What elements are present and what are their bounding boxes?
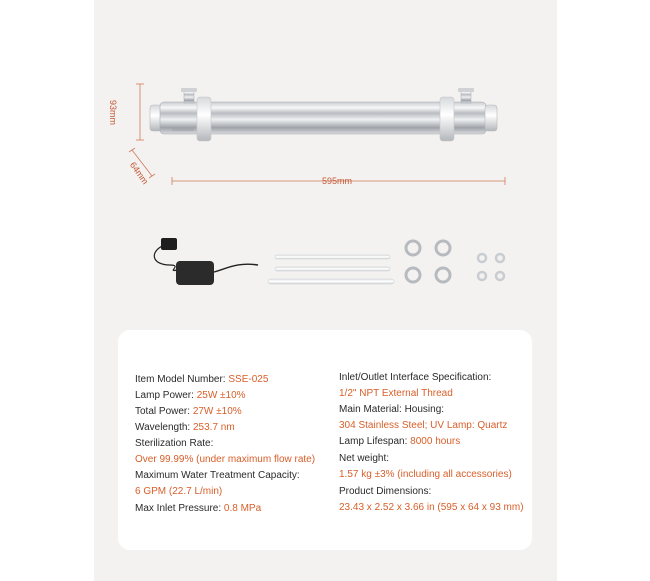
spec-max-capacity-label: Maximum Water Treatment Capacity: [135,470,300,481]
spec-wavelength: Wavelength: 253.7 nm [135,422,235,433]
spec-net-weight-label: Net weight: [339,453,390,464]
spec-main-material-value: 304 Stainless Steel; UV Lamp: Quartz [339,420,508,431]
uv-lamps [268,255,394,284]
length-dimension-label: 595mm [322,176,353,186]
height-dimension-label: 93mm [108,100,118,126]
o-rings [478,254,504,280]
uv-sterilizer-body [150,88,497,141]
spec-total-power: Total Power: 27W ±10% [135,406,242,417]
spec-sterilization-rate-value: Over 99.99% (under maximum flow rate) [135,454,316,465]
spec-interface-value: 1/2" NPT External Thread [339,388,453,399]
pipe-clamps [406,241,450,282]
spec-max-inlet-pressure: Max Inlet Pressure: 0.8 MPa [135,503,262,514]
ballast-power-supply [154,238,258,285]
spec-lamp-lifespan: Lamp Lifespan: 8000 hours [339,436,461,447]
spec-item-model: Item Model Number: SSE-025 [135,374,269,385]
spec-interface-label: Inlet/Outlet Interface Specification: [339,372,492,383]
spec-max-capacity-value: 6 GPM (22.7 L/min) [135,486,223,497]
diameter-dimension-label: 64mm [127,160,151,187]
spec-main-material-label: Main Material: Housing: [339,404,445,415]
spec-product-dimensions-value: 23.43 x 2.52 x 3.66 in (595 x 64 x 93 mm) [339,502,524,513]
spec-sterilization-rate-label: Sterilization Rate: [135,438,214,449]
spec-product-dimensions-label: Product Dimensions: [339,486,432,497]
spec-lamp-power: Lamp Power: 25W ±10% [135,390,246,401]
spec-net-weight-value: 1.57 kg ±3% (including all accessories) [339,469,512,480]
